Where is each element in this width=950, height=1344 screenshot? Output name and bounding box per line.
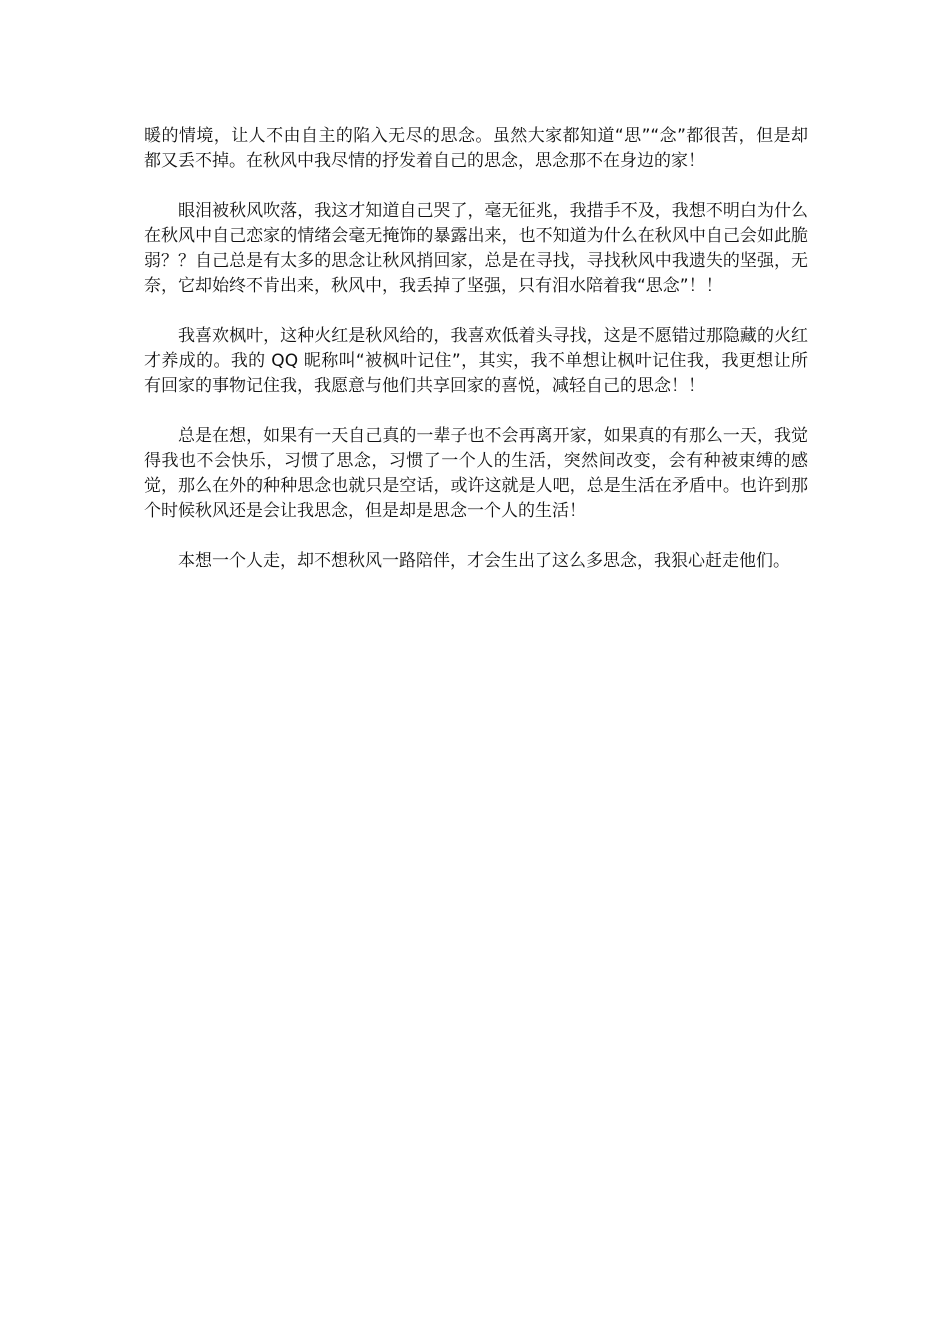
- document-body: [144, 124, 808, 599]
- paragraph-3: 我喜欢枫叶，这种火红是秋风给的，我喜欢低着头寻找，这是不愿错过那隐藏的火红才养成的。我的 QQ 昵称叫“被枫叶记住”，其实，我不单想让枫叶记住我，我更想让所有回家的事物记住我，我愿意与他们共享回家的喜悦，减轻自己的思念！！: [144, 326, 808, 396]
- paragraph-2: 眼泪被秋风吹落，我这才知道自己哭了，毫无征兆，我措手不及，我想不明白为什么在秋风中自己恋家的情绪会毫无掩饰的暴露出来，也不知道为什么在秋风中自己会如此脆弱？？自己总是有太多的思念让秋风捎回家，总是在寻找，寻找秋风中我遗失的坚强，无奈，它却始终不肯出来，秋风中，我丢掉了坚强，只有泪水陪着我“思念”！！: [144, 201, 808, 296]
- paragraph-4: 总是在想，如果有一天自己真的一辈子也不会再离开家，如果真的有那么一天，我觉得我也不会快乐，习惯了思念，习惯了一个人的生活，突然间改变，会有种被束缚的感觉，那么在外的种种思念也就只是空话，或许这就是人吧，总是生活在矛盾中。也许到那个时候秋风还是会让我思念，但是却是思念一个人的生活！: [144, 426, 808, 521]
- paragraph-1: 暖的情境，让人不由自主的陷入无尽的思念。虽然大家都知道“思”“念”都很苦，但是却都又丢不掉。在秋风中我尽情的抒发着自己的思念，思念那不在身边的家！: [144, 126, 808, 171]
- paragraph-5: 本想一个人走，却不想秋风一路陪伴，才会生出了这么多思念，我狠心赶走他们。: [178, 551, 790, 571]
